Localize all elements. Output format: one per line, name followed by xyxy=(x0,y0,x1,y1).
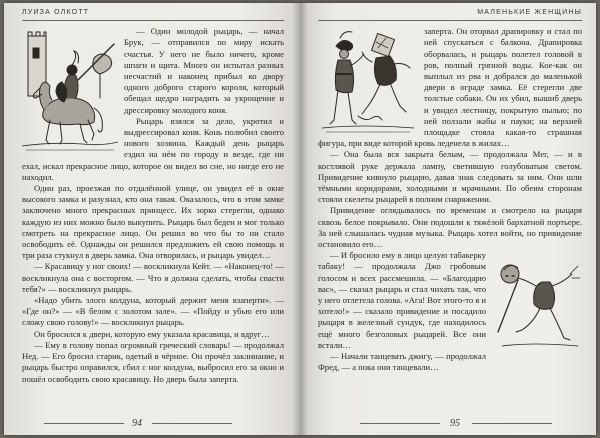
left-paragraph-2: Рыцарь взялся за дело, укротил и выдрессировал коня. Конь полюбил своего нового хозяина. Каждый день рыцарь ездил на нём по городу и везде, где ни ехал, искал прекрасное лицо, которое он видел во сне, но нигде его не находил. xyxy=(22,115,284,182)
right-paragraph-2: — Она была вся закрыта белым, — продолжала Мег, — и в костлявой руке держала лампу, светившую голубоватым светом. Привидение кивнуло рыцарю, давая знак следовать за ним. Они шли тёмными коридорами, холодными и мрачными. По обеим сторонам стояли скелеты рыцарей в полном снаряжении. xyxy=(318,149,582,205)
left-paragraph-7: — Ему в голову попал огромный греческий словарь! — продолжал Нед. — Его бросил старик, одетый в чёрное. Он прочёл заклинание, и рыцарь быстро оправился, сбил с ног колдуна, выбросил его за окно и пошёл освободить свою красавицу. Но дверь была заперта. xyxy=(22,339,284,384)
right-page-number: 95 xyxy=(450,417,460,429)
knight-on-horse-illustration xyxy=(22,28,118,152)
right-paragraph-5: — Начали танцевать джигу, — продолжал Фред, — а пока они танцевали… xyxy=(318,351,486,373)
headless-knight-illustration xyxy=(492,252,582,356)
right-paragraph-4: — И бросило ему в лицо целую табакерку табаку! — продолжала Джо гробовым голосом и всех рассмешила. — «Благодарю вас», — сказал рыцарь и стал чихать так, что у него отлетела голова. «Ага! Вот этого-то я и хотело!» — сказало привидение и посадило рыцаря в железный сундук, где находилось ещё много безголовых рыцарей. Все они встали… xyxy=(318,250,486,350)
right-folio-rule-right xyxy=(472,423,552,424)
left-page xyxy=(4,3,300,435)
left-folio-rule-left xyxy=(44,423,124,424)
left-paragraph-6: Он бросился к двери, которую ему указала красавица, и вдруг… xyxy=(34,328,270,339)
left-paragraph-5: «Надо убить злого колдуна, который держит меня взаперти». — «Где он?» — «В белом с золотом зале». — «Пойду и убью его или сложу свою голову!» — воскликнул рыцарь. xyxy=(22,295,284,328)
right-paragraph-1: заперта. Он оторвал драпировку и стал по ней спускаться с балкона. Драпировка оборвалась, и рыцарь полетел головой в ров, полный грязной воды. Кое-как он выплыл из рва и добрался до маленькой двери в ограде замка. Её стерегли две толстые собаки. Он их убил, вышиб дверь и увидел лестницу, покрытую пылью; по ней ползали жабы и пауки; на верхней площадке стояла какая-то страшная фигура, при виде которой кровь леденела в жилах… xyxy=(318,26,582,149)
knight-and-monster-illustration xyxy=(318,28,418,136)
left-paragraph-1: — Один молодой рыцарь, — начал Брук, — отправился по миру искать счастья. У него не было ничего, кроме шпаги и щита. Много он испытал разных несчастий и наконец прибыл ко двору одного доброго старого короля, который обещал щедро наградить за укрощение и дрессировку молодого коня. xyxy=(124,26,284,115)
left-paragraph-3: Один раз, проезжая по отдалённой улице, он увидел её в окне высокого замка и разузнал, кто она такая. Оказалось, что в этом замке заключено много прекрасных принцесс. Их зорко стерегли, однако каждую из них можно было выкупить. Рыцарь был беден и мог только смотреть на прекрасное лицо. Он решил во что бы то ни стало освободить её. Однажды он решился предложить ей свою помощь и три раза стукнул в дверь замка. Она отворилась, и рыцарь увидел… xyxy=(22,183,284,261)
right-paragraph-3: Привидение оглядывалось по временам и смотрело на рыцаря сквозь белое покрывало. Они подошли к тяжёлой бархатной портьере. За ней слышалась чудная музыка. Рыцарь хотел войти, но привидение остановило его… xyxy=(318,205,582,250)
right-running-head: МАЛЕНЬКИЕ ЖЕНЩИНЫ xyxy=(318,7,582,21)
left-page-number: 94 xyxy=(132,417,142,429)
open-book xyxy=(4,3,596,435)
left-folio-rule-right xyxy=(152,423,232,424)
right-page xyxy=(300,3,596,435)
right-folio-rule-left xyxy=(360,423,440,424)
left-running-head: ЛУИЗА ОЛКОТТ xyxy=(22,7,284,21)
left-paragraph-4: — Красавицу у ног своих! — воскликнула Кейт. — «Наконец-то! — воскликнула она с восторгом. — Что я должна сделать, чтобы спасти тебя?» — воскликнул рыцарь. xyxy=(22,261,284,294)
